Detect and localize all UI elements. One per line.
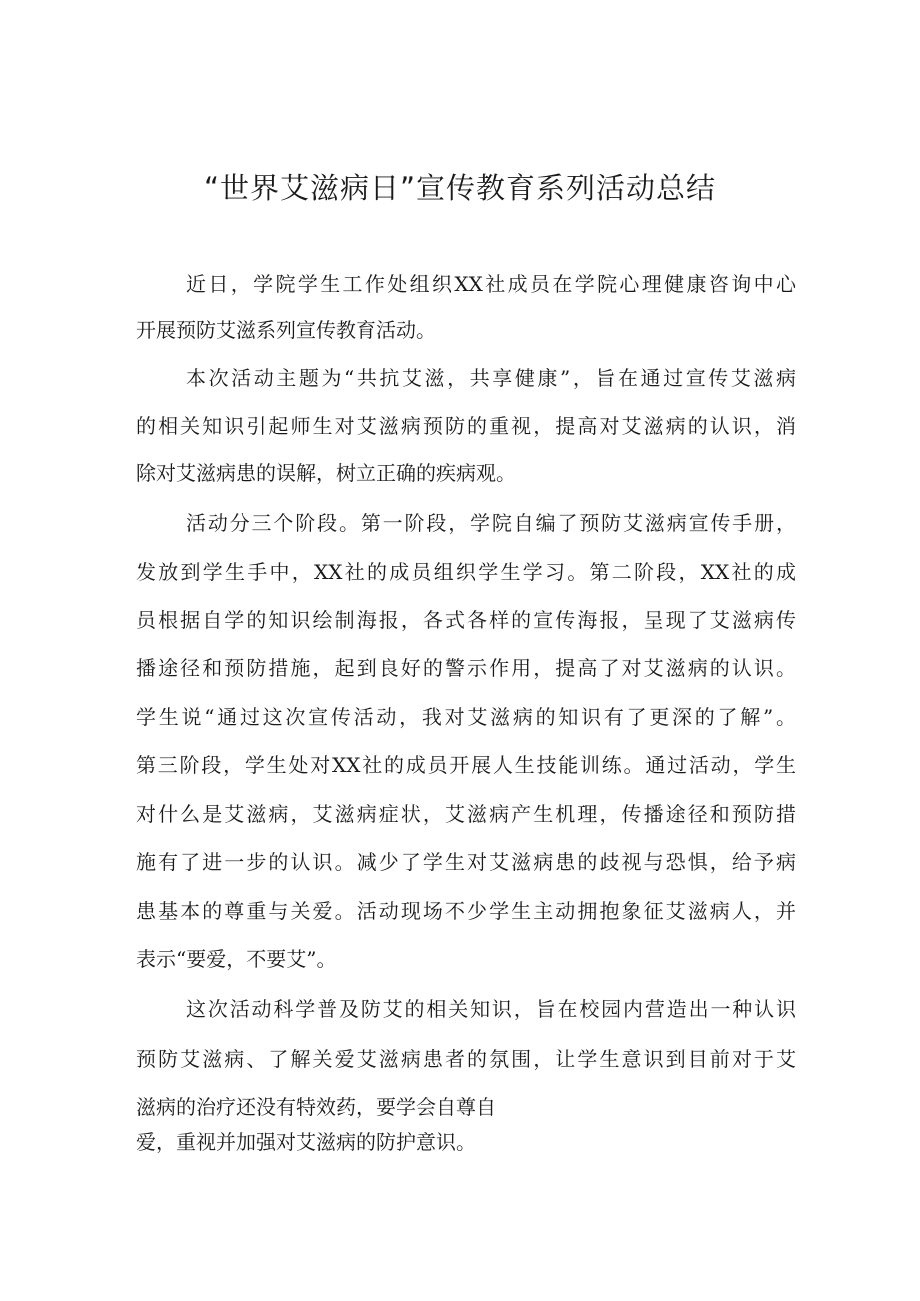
paragraph-3-line-5: 学生说“通过这次宣传活动，我对艾滋病的知识有了更深的了解”。: [136, 705, 796, 729]
paragraph-2-line-3: 除对艾滋病患的误解，树立正确的疾病观。: [136, 461, 516, 485]
paragraph-3-line-9: 患基本的尊重与关爱。活动现场不少学生主动拥抱象征艾滋病人，并: [136, 899, 796, 923]
paragraph-3-line-2: 发放到学生手中，XX社的成员组织学生学习。第二阶段，XX社的成: [136, 560, 796, 584]
paragraph-1-line-2: 开展预防艾滋系列宣传教育活动。: [136, 318, 436, 342]
paragraph-2-line-2: 的相关知识引起师生对艾滋病预防的重视，提高对艾滋病的认识，消: [136, 414, 796, 438]
paragraph-3-line-4: 播途径和预防措施，起到良好的警示作用，提高了对艾滋病的认识。: [136, 656, 796, 680]
paragraph-4-line-4: 爱，重视并加强对艾滋病的防护意识。: [136, 1130, 476, 1154]
document-title: “世界艾滋病日”宣传教育系列活动总结: [203, 171, 717, 205]
paragraph-3-line-3: 员根据自学的知识绘制海报，各式各样的宣传海报，呈现了艾滋病传: [136, 608, 796, 632]
paragraph-4-line-3: 滋病的治疗还没有特效药，要学会自尊自: [136, 1095, 496, 1119]
paragraph-1-line-1: 近日，学院学生工作处组织XX社成员在学院心理健康咨询中心: [186, 272, 796, 296]
paragraph-4-line-2: 预防艾滋病、了解关爱艾滋病患者的氛围，让学生意识到目前对于艾: [136, 1047, 796, 1071]
paragraph-3-line-6: 第三阶段，学生处对XX社的成员开展人生技能训练。通过活动，学生: [136, 753, 796, 777]
paragraph-3-line-8: 施有了进一步的认识。减少了学生对艾滋病患的歧视与恐惧，给予病: [136, 850, 796, 874]
paragraph-3-line-1: 活动分三个阶段。第一阶段，学院自编了预防艾滋病宣传手册，: [186, 511, 796, 535]
paragraph-2-line-1: 本次活动主题为“共抗艾滋，共享健康”，旨在通过宣传艾滋病: [186, 366, 796, 390]
paragraph-3-line-10: 表示“要爱，不要艾”。: [136, 947, 337, 971]
paragraph-4-line-1: 这次活动科学普及防艾的相关知识，旨在校园内营造出一种认识: [186, 997, 796, 1021]
paragraph-3-line-7: 对什么是艾滋病，艾滋病症状，艾滋病产生机理，传播途径和预防措: [136, 802, 796, 826]
